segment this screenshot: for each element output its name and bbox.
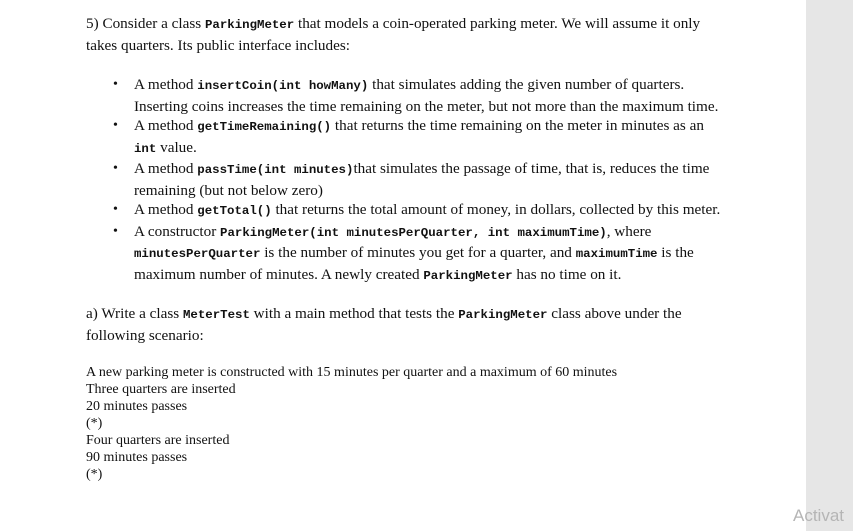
scenario-line: (*) <box>86 467 103 482</box>
interface-list <box>86 75 726 286</box>
test-scenario <box>86 364 726 483</box>
part-a-prompt: a) Write a class MeterTest with a main method that tests the ParkingMeter class above under the following scenario: <box>86 305 682 344</box>
list-item: • A method getTotal() that returns the total amount of money, in dollars, collected by this meter. <box>113 201 721 218</box>
scenario-line: A new parking meter is constructed with 15 minutes per quarter and a maximum of 60 minutes <box>86 365 618 380</box>
bullet-icon: • <box>113 161 118 176</box>
bullet-icon: • <box>113 118 118 133</box>
scenario-line: 20 minutes passes <box>86 399 188 414</box>
question-number: 5) <box>86 15 99 32</box>
list-item: • A method getTimeRemaining() that returns the time remaining on the meter in minutes as an int value. <box>113 117 704 156</box>
scenario-line: (*) <box>86 416 103 431</box>
list-item: • A method insertCoin(int howMany) that simulates adding the given number of quarters. Inserting coins increases the time remaining on the meter, but not more than the maximum time. <box>113 76 719 115</box>
scenario-line: Four quarters are inserted <box>86 433 230 448</box>
bullet-icon: • <box>113 77 118 92</box>
list-item: • A constructor ParkingMeter(int minutesPerQuarter, int maximumTime), where minutesPerQuarter is the number of minutes you get for a quarter, and maximumTime is the maximum number of minutes. A newly created ParkingMeter has no time on it. <box>113 222 694 283</box>
activation-watermark: Activat <box>793 506 845 525</box>
bullet-icon: • <box>113 223 118 239</box>
question-intro: 5) Consider a class ParkingMeter that models a coin-operated parking meter. We will assume it only takes quarters. Its public interface includes: <box>86 15 701 54</box>
document-content <box>86 14 726 483</box>
class-name-code: ParkingMeter <box>204 18 295 32</box>
viewer-gutter <box>806 0 853 531</box>
list-item: • A method passTime(int minutes)that simulates the passage of time, that is, reduces the time remaining (but not below zero) <box>113 160 710 199</box>
scenario-line: Three quarters are inserted <box>86 382 236 397</box>
bullet-icon: • <box>113 202 118 217</box>
scenario-line: 90 minutes passes <box>86 450 188 465</box>
